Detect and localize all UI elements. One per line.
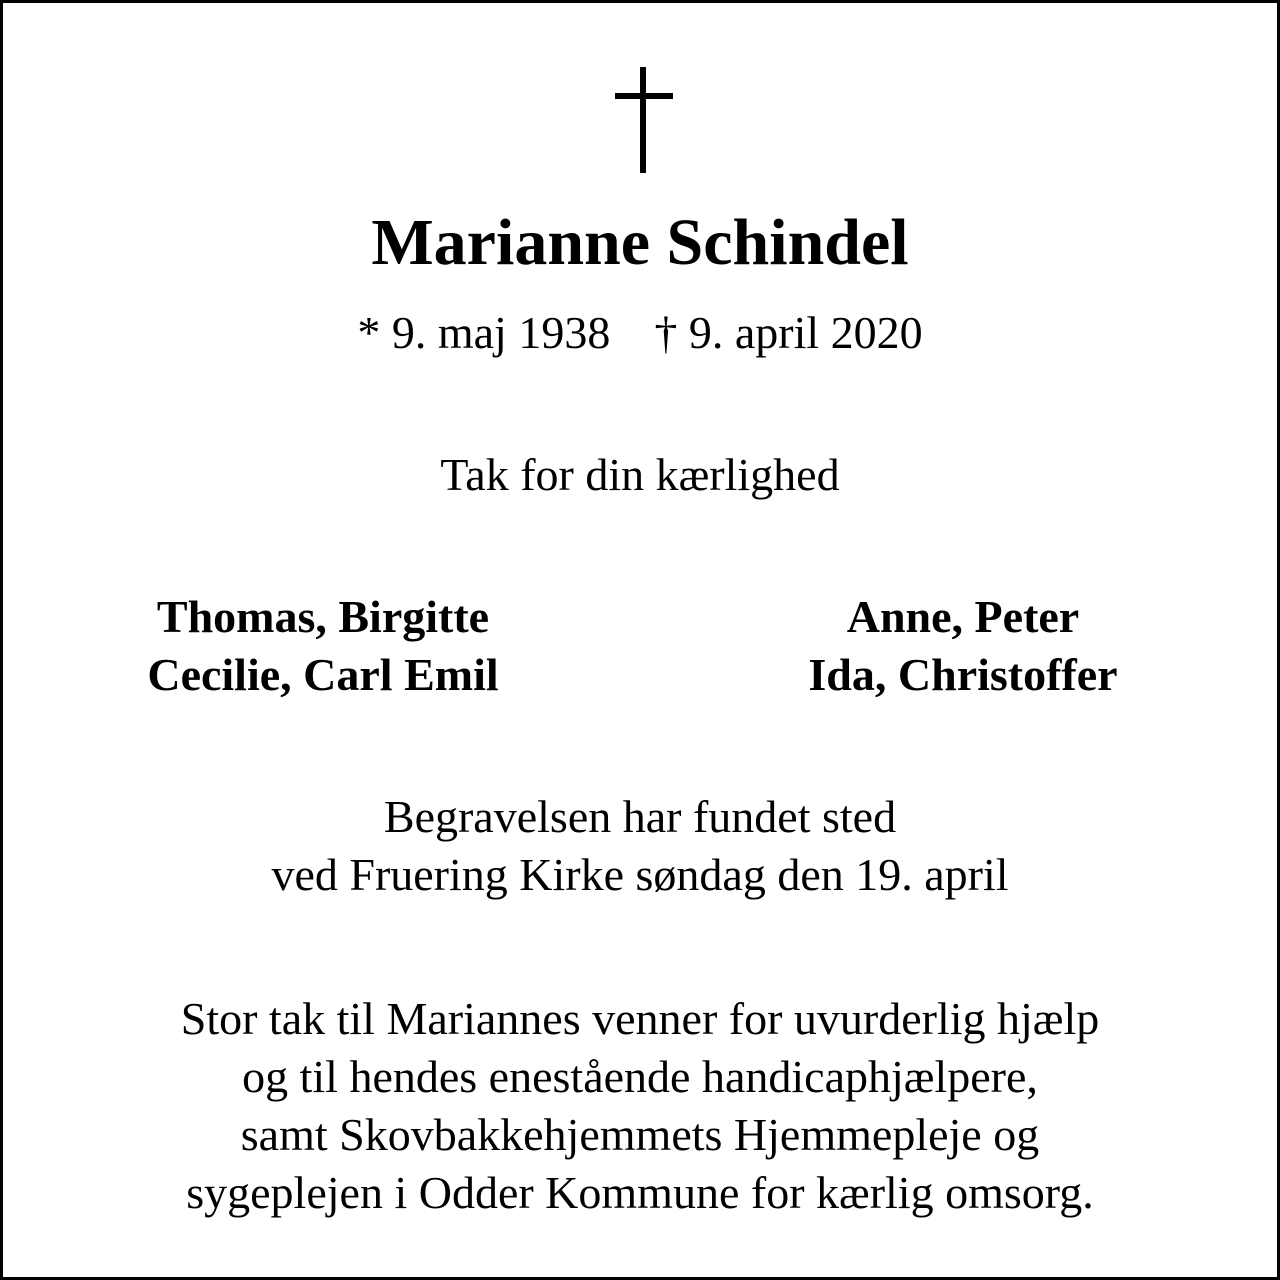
- family-line: Anne, Peter: [846, 591, 1080, 642]
- thanks-line: Tak for din kærlighed: [440, 449, 840, 500]
- family-right-column: [743, 588, 1183, 704]
- cross-icon: [615, 67, 673, 173]
- family-line: Cecilie, Carl Emil: [147, 649, 499, 700]
- life-dates: [3, 303, 1277, 363]
- family-line: Ida, Christoffer: [808, 649, 1118, 700]
- funeral-notice: [3, 788, 1277, 904]
- funeral-line: Begravelsen har fundet sted: [383, 791, 897, 842]
- closing-line: Stor tak til Mariannes venner for uvurderlig hjælp: [180, 993, 1100, 1044]
- closing-line: og til hendes enestående handicaphjælpere,: [242, 1051, 1038, 1102]
- closing-line: sygeplejen i Odder Kommune for kærlig omsorg.: [186, 1167, 1094, 1218]
- closing-thanks: [3, 990, 1277, 1222]
- family-left-column: [103, 588, 543, 704]
- death-date: † 9. april 2020: [654, 307, 923, 358]
- family-line: Thomas, Birgitte: [156, 591, 490, 642]
- funeral-line: ved Fruering Kirke søndag den 19. april: [271, 849, 1009, 900]
- deceased-name: Marianne Schindel: [371, 206, 909, 279]
- birth-date: * 9. maj 1938: [357, 307, 611, 358]
- closing-line: samt Skovbakkehjemmets Hjemmepleje og: [240, 1109, 1040, 1160]
